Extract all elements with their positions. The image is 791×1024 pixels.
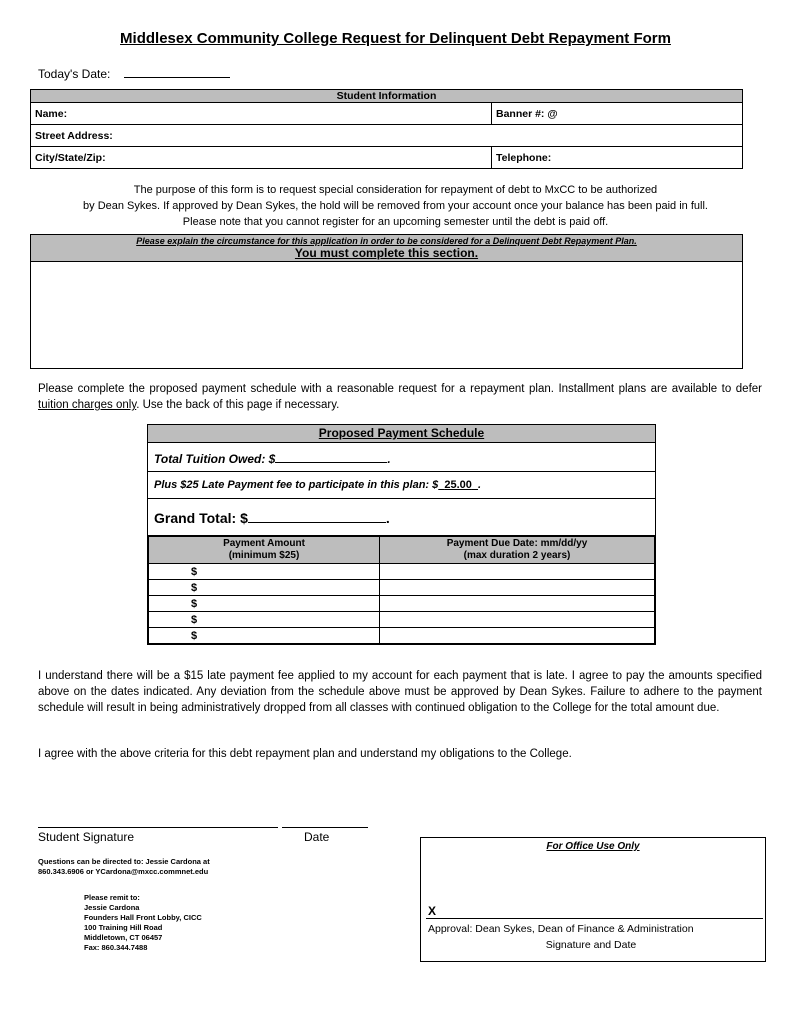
date-signature-label: Date — [304, 830, 330, 844]
tuition-owed-field[interactable] — [275, 450, 387, 463]
grand-total-row[interactable]: Grand Total: $ . — [148, 499, 655, 536]
payment-schedule-title: Proposed Payment Schedule — [148, 425, 655, 443]
city-state-zip-field[interactable] — [31, 147, 492, 169]
questions-contact: Questions can be directed to: Jessie Cardona at 860.343.6906 or YCardona@mxcc.commnet.edu — [38, 857, 210, 876]
payment-amount-cell[interactable]: $ — [149, 580, 380, 596]
agreement-criteria: I agree with the above criteria for this debt repayment plan and understand my obligations to the College. — [38, 748, 572, 760]
payment-due-date-header: Payment Due Date: mm/dd/yy (max duration 2 years) — [380, 537, 655, 564]
payment-due-date-cell[interactable] — [380, 596, 655, 612]
table-row — [149, 564, 655, 580]
banner-field[interactable] — [492, 103, 743, 125]
payment-amount-header: Payment Amount (minimum $25) — [149, 537, 380, 564]
remit-address: Please remit to: Jessie Cardona Founders Hall Front Lobby, CICC 100 Training Hill Road Middletown, CT 06457 Fax: 860.344.7488 — [84, 893, 202, 952]
table-row — [149, 628, 655, 644]
grand-total-field[interactable] — [248, 510, 386, 523]
student-signature-line[interactable] — [38, 827, 278, 828]
todays-date-row — [38, 66, 230, 81]
circumstance-required-note: You must complete this section. — [294, 246, 479, 260]
late-fee-row: Plus $25 Late Payment fee to participate in this plan: $ 25.00 . — [148, 472, 655, 499]
form-title: Middlesex Community College Request for Delinquent Debt Repayment Form — [120, 30, 671, 47]
payment-due-date-cell[interactable] — [380, 612, 655, 628]
street-address-label: Street Address: — [35, 129, 113, 142]
approval-label: Approval: Dean Sykes, Dean of Finance & Administration — [428, 923, 694, 935]
student-information-table — [30, 89, 743, 169]
circumstance-text-area[interactable] — [31, 262, 742, 362]
approval-x-mark: X — [428, 904, 437, 918]
payment-rows-table — [148, 536, 655, 644]
schedule-instructions-end: . Use the back of this page if necessary. — [136, 399, 340, 411]
approval-signature-line[interactable] — [426, 918, 763, 919]
payment-amount-cell[interactable]: $ — [149, 564, 380, 580]
telephone-field[interactable] — [492, 147, 743, 169]
purpose-statement — [30, 182, 761, 230]
schedule-instructions-text: Please complete the proposed payment schedule with a reasonable request for a repayment plan. Installment plans are available to defer — [38, 383, 762, 395]
student-information-header: Student Information — [31, 90, 743, 103]
office-use-header: For Office Use Only — [546, 841, 640, 852]
date-signature-line[interactable] — [282, 827, 368, 828]
late-fee-value: 25.00 — [444, 479, 472, 491]
payment-due-date-cell[interactable] — [380, 564, 655, 580]
agreement-late-fee: I understand there will be a $15 late payment fee applied to my account for each payment that is late. I agree to pay the amounts specified above on the dates indicated. Any deviation from the schedule above must be approved by Dean Sykes. Failure to adhere to the payment schedule will result in being administratively dropped from all classes with continued obligation to the College for the total amount due. — [38, 670, 762, 714]
table-row — [149, 580, 655, 596]
todays-date-label: Today's Date: — [38, 67, 111, 81]
circumstance-instruction: Please explain the circumstance for this application in order to be considered for a Delinquent Debt Repayment Plan. — [136, 236, 637, 246]
circumstance-section — [30, 234, 743, 369]
table-row — [149, 612, 655, 628]
purpose-line: Please note that you cannot register for an upcoming semester until the debt is paid off. — [182, 216, 609, 228]
payment-amount-cell[interactable]: $ — [149, 612, 380, 628]
todays-date-field[interactable] — [124, 66, 230, 78]
tuition-owed-row[interactable]: Total Tuition Owed: $ . — [148, 443, 655, 472]
table-row — [149, 596, 655, 612]
name-field[interactable] — [31, 103, 492, 125]
banner-label: Banner #: @ — [496, 107, 558, 120]
payment-amount-cell[interactable]: $ — [149, 628, 380, 644]
student-signature-label: Student Signature — [38, 830, 135, 844]
circumstance-header — [31, 235, 742, 262]
office-use-box — [420, 837, 766, 962]
telephone-label: Telephone: — [496, 151, 552, 164]
street-address-field[interactable] — [31, 125, 743, 147]
payment-schedule-table — [147, 424, 656, 645]
purpose-line: The purpose of this form is to request special consideration for repayment of debt to MxCC to be authorized — [133, 184, 658, 196]
city-state-zip-label: City/State/Zip: — [35, 151, 106, 164]
late-fee-label: Plus $25 Late Payment fee to participate in this plan: $ — [154, 479, 439, 491]
payment-due-date-cell[interactable] — [380, 580, 655, 596]
tuition-charges-only: tuition charges only — [38, 399, 137, 411]
payment-due-date-cell[interactable] — [380, 628, 655, 644]
schedule-instructions — [38, 381, 762, 413]
grand-total-label: Grand Total: $ — [154, 510, 248, 526]
purpose-line: by Dean Sykes. If approved by Dean Sykes, the hold will be removed from your account once your balance has been paid in full. — [83, 200, 708, 212]
tuition-owed-label: Total Tuition Owed: $ — [154, 452, 276, 466]
payment-amount-cell[interactable]: $ — [149, 596, 380, 612]
name-label: Name: — [35, 107, 68, 120]
signature-and-date-label: Signature and Date — [545, 939, 637, 951]
